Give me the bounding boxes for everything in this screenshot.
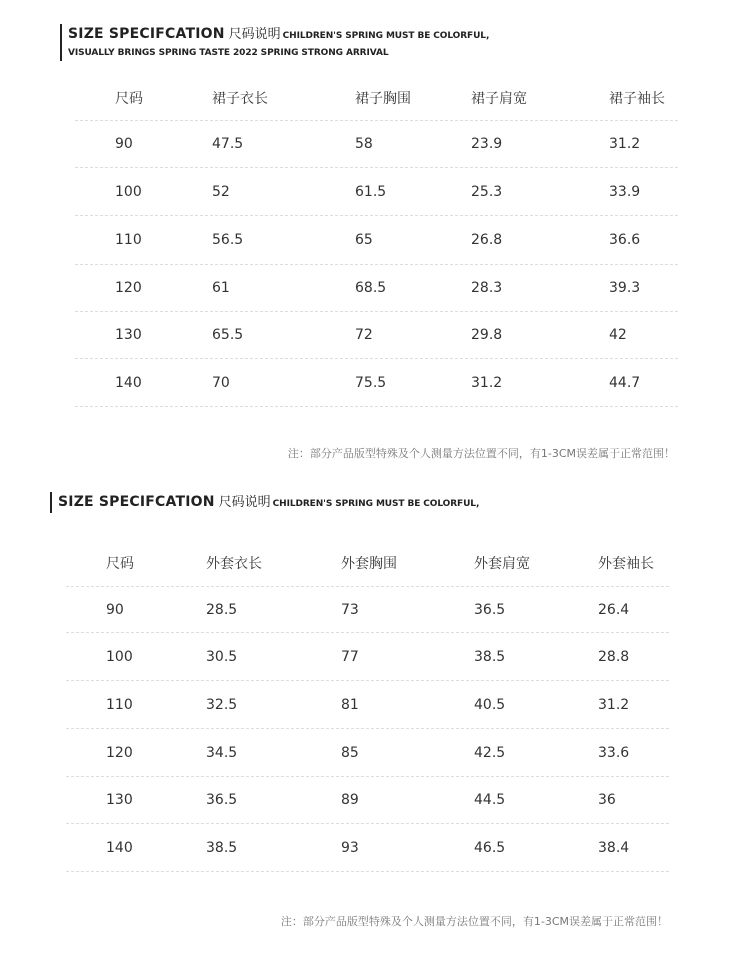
table-row bbox=[75, 312, 678, 359]
table-cell: 72 bbox=[355, 327, 373, 343]
table-cell: 130 bbox=[106, 792, 133, 808]
table-cell: 44.5 bbox=[474, 792, 506, 808]
table-cell: 34.5 bbox=[206, 744, 238, 761]
spec-title-cn: 尺码说明 bbox=[218, 495, 271, 510]
table-cell: 140 bbox=[106, 839, 133, 856]
table-cell: 36.5 bbox=[206, 792, 238, 808]
table-cell: 25.3 bbox=[471, 183, 503, 200]
table-cell: 68.5 bbox=[355, 280, 387, 296]
table-row bbox=[66, 729, 669, 777]
table-cell: 42.5 bbox=[474, 744, 506, 761]
table-cell: 93 bbox=[341, 839, 359, 856]
table-cell: 81 bbox=[341, 696, 359, 713]
spec-tagline: CHILDREN'S SPRING MUST BE COLORFUL, bbox=[282, 31, 490, 41]
column-header: 外套袖长 bbox=[598, 556, 654, 572]
table-header-row bbox=[66, 540, 669, 587]
column-header: 外套肩宽 bbox=[474, 556, 530, 572]
table-cell: 33.9 bbox=[609, 183, 641, 200]
table-row bbox=[66, 587, 669, 633]
table-cell: 61.5 bbox=[355, 183, 387, 200]
table-cell: 38.5 bbox=[206, 839, 238, 856]
skirt-size-table bbox=[75, 76, 678, 407]
measurement-note-2: 注：部分产品版型特殊及个人测量方法位置不同，有1-3CM误差属于正常范围！ bbox=[280, 915, 668, 928]
table-cell: 36 bbox=[598, 792, 616, 808]
table-row bbox=[66, 633, 669, 681]
column-header: 裙子袖长 bbox=[609, 91, 665, 107]
table-cell: 65.5 bbox=[212, 327, 244, 343]
spec-title-cn: 尺码说明 bbox=[228, 27, 281, 42]
table-cell: 31.2 bbox=[471, 374, 503, 391]
size-spec-header-2 bbox=[50, 492, 479, 513]
column-header: 裙子胸围 bbox=[355, 91, 411, 107]
table-cell: 110 bbox=[106, 696, 133, 713]
column-header: 裙子衣长 bbox=[212, 91, 268, 107]
table-cell: 26.4 bbox=[598, 601, 630, 618]
table-cell: 73 bbox=[341, 601, 359, 618]
table-cell: 58 bbox=[355, 136, 373, 152]
table-cell: 44.7 bbox=[609, 374, 641, 391]
column-header: 裙子肩宽 bbox=[471, 91, 527, 107]
table-row bbox=[75, 216, 678, 265]
spec-title-en: SIZE SPECIFCATION bbox=[58, 494, 215, 510]
table-cell: 28.5 bbox=[206, 601, 238, 618]
table-cell: 30.5 bbox=[206, 648, 238, 665]
table-cell: 28.8 bbox=[598, 648, 630, 665]
table-cell: 100 bbox=[115, 183, 142, 200]
table-cell: 26.8 bbox=[471, 232, 503, 248]
table-cell: 90 bbox=[115, 136, 133, 152]
table-cell: 52 bbox=[212, 183, 230, 200]
table-row bbox=[75, 359, 678, 407]
spec-tagline: CHILDREN'S SPRING MUST BE COLORFUL, bbox=[272, 499, 480, 509]
table-cell: 36.5 bbox=[474, 601, 506, 618]
table-cell: 120 bbox=[115, 280, 142, 296]
table-row bbox=[75, 265, 678, 312]
table-cell: 33.6 bbox=[598, 744, 630, 761]
table-cell: 85 bbox=[341, 744, 359, 761]
table-row bbox=[66, 824, 669, 872]
table-cell: 31.2 bbox=[609, 136, 641, 152]
table-cell: 40.5 bbox=[474, 696, 506, 713]
table-cell: 130 bbox=[115, 327, 142, 343]
table-cell: 89 bbox=[341, 792, 359, 808]
table-cell: 100 bbox=[106, 648, 133, 665]
table-cell: 56.5 bbox=[212, 232, 244, 248]
table-cell: 38.4 bbox=[598, 839, 630, 856]
table-cell: 31.2 bbox=[598, 696, 630, 713]
table-cell: 65 bbox=[355, 232, 373, 248]
table-cell: 32.5 bbox=[206, 696, 238, 713]
column-header: 外套衣长 bbox=[206, 556, 262, 572]
table-cell: 61 bbox=[212, 280, 230, 296]
table-cell: 77 bbox=[341, 648, 359, 665]
column-header: 尺码 bbox=[106, 556, 134, 572]
column-header: 尺码 bbox=[115, 91, 143, 107]
table-cell: 28.3 bbox=[471, 280, 503, 296]
column-header: 外套胸围 bbox=[341, 556, 397, 572]
table-cell: 29.8 bbox=[471, 327, 503, 343]
table-cell: 120 bbox=[106, 744, 133, 761]
size-spec-header-1 bbox=[60, 24, 489, 61]
table-cell: 75.5 bbox=[355, 374, 387, 391]
table-cell: 39.3 bbox=[609, 280, 641, 296]
measurement-note-1: 注：部分产品版型特殊及个人测量方法位置不同，有1-3CM误差属于正常范围！ bbox=[287, 447, 675, 460]
table-cell: 110 bbox=[115, 232, 142, 248]
table-cell: 23.9 bbox=[471, 136, 503, 152]
table-row bbox=[66, 681, 669, 729]
table-header-row bbox=[75, 76, 678, 121]
table-row bbox=[75, 168, 678, 216]
table-cell: 46.5 bbox=[474, 839, 506, 856]
table-row bbox=[66, 777, 669, 824]
table-cell: 38.5 bbox=[474, 648, 506, 665]
table-cell: 36.6 bbox=[609, 232, 641, 248]
table-cell: 140 bbox=[115, 374, 142, 391]
spec-title-en: SIZE SPECIFCATION bbox=[68, 26, 225, 42]
table-row bbox=[75, 121, 678, 168]
table-cell: 42 bbox=[609, 327, 627, 343]
table-cell: 47.5 bbox=[212, 136, 244, 152]
table-cell: 70 bbox=[212, 374, 230, 391]
spec-subline: VISUALLY BRINGS SPRING TASTE 2022 SPRING STRONG ARRIVAL bbox=[68, 48, 389, 58]
table-cell: 90 bbox=[106, 601, 124, 618]
coat-size-table bbox=[66, 540, 669, 872]
